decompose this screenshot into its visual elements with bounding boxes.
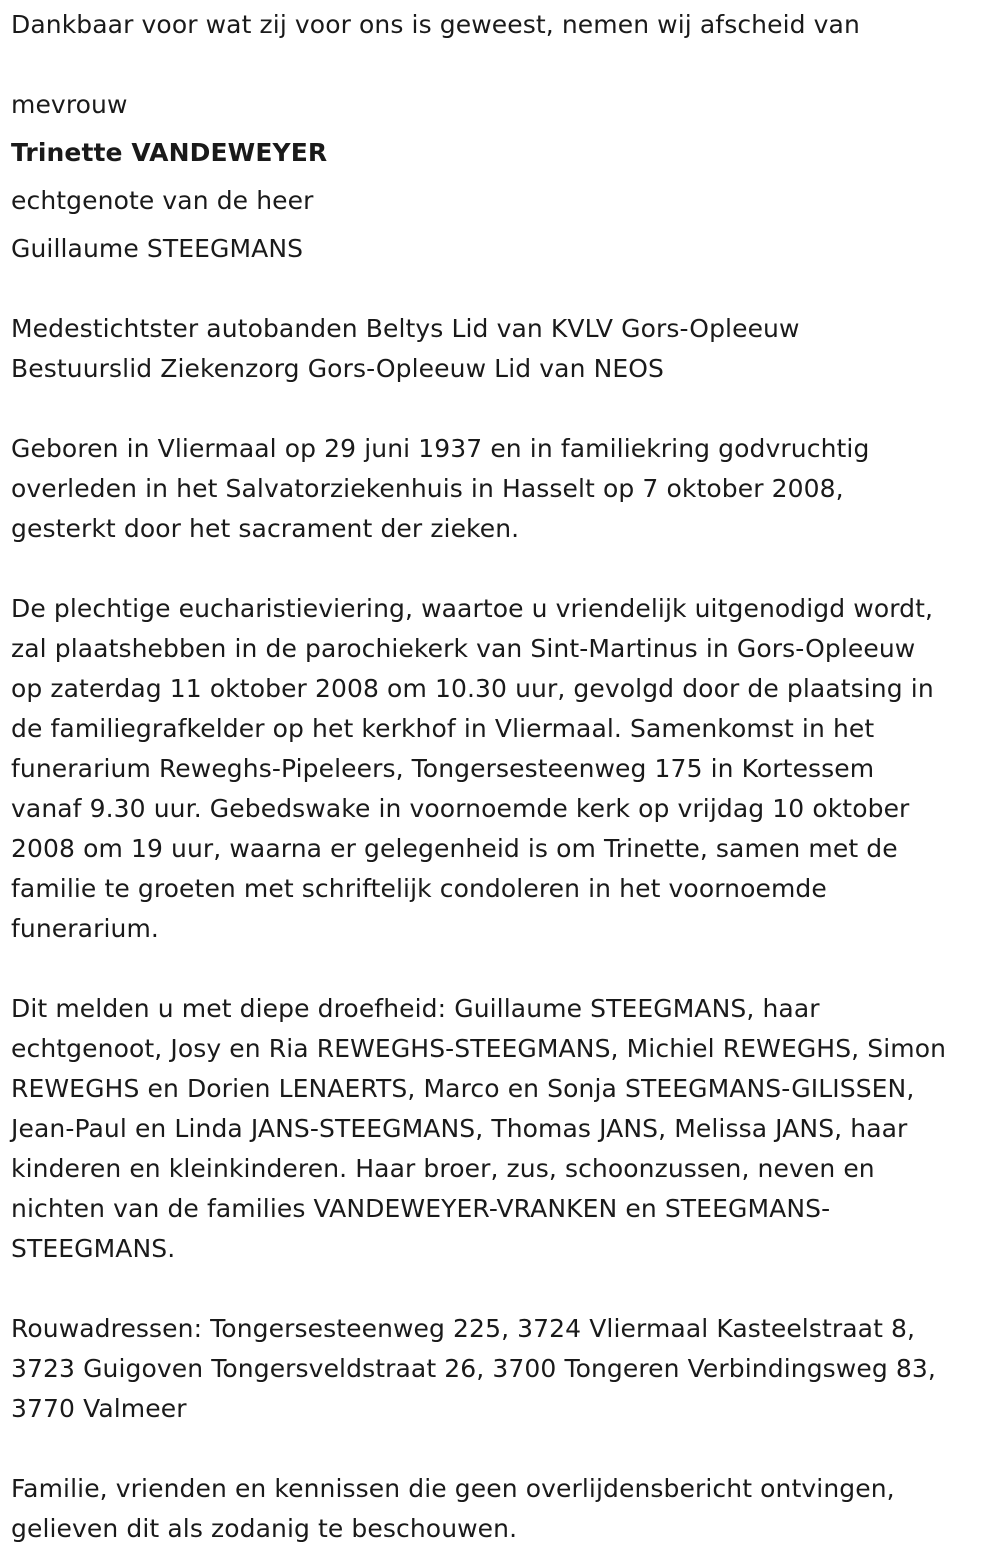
family-line: Jean-Paul en Linda JANS-STEEGMANS, Thomas JANS, Melissa JANS, haar bbox=[11, 1114, 908, 1143]
ceremony-line: De plechtige eucharistieviering, waartoe u vriendelijk uitgenodigd wordt, bbox=[11, 594, 934, 623]
deceased-name: Trinette VANDEWEYER bbox=[11, 138, 328, 167]
family-line: kinderen en kleinkinderen. Haar broer, zus, schoonzussen, neven en bbox=[11, 1154, 875, 1183]
relation-line: echtgenote van de heer bbox=[11, 186, 314, 215]
family-line: REWEGHS en Dorien LENAERTS, Marco en Sonja STEEGMANS-GILISSEN, bbox=[11, 1074, 915, 1103]
spouse-name: Guillaume STEEGMANS bbox=[11, 234, 304, 263]
ceremony-line: op zaterdag 11 oktober 2008 om 10.30 uur, gevolgd door de plaatsing in bbox=[11, 674, 934, 703]
ceremony-line: vanaf 9.30 uur. Gebedswake in voornoemde kerk op vrijdag 10 oktober bbox=[11, 794, 910, 823]
family-line: Dit melden u met diepe droefheid: Guillaume STEEGMANS, haar bbox=[11, 994, 820, 1023]
birth-death-line: overleden in het Salvatorziekenhuis in Hasselt op 7 oktober 2008, bbox=[11, 474, 844, 503]
family-line: nichten van de families VANDEWEYER-VRANKEN en STEEGMANS- bbox=[11, 1194, 831, 1223]
address-line: Rouwadressen: Tongersesteenweg 225, 3724 Vliermaal Kasteelstraat 8, bbox=[11, 1314, 916, 1343]
closing-line: Familie, vrienden en kennissen die geen overlijdensbericht ontvingen, bbox=[11, 1474, 895, 1503]
ceremony-line: de familiegrafkelder op het kerkhof in Vliermaal. Samenkomst in het bbox=[11, 714, 875, 743]
ceremony-line: funerarium. bbox=[11, 914, 159, 943]
ceremony-line: 2008 om 19 uur, waarna er gelegenheid is om Trinette, samen met de bbox=[11, 834, 898, 863]
honorific: mevrouw bbox=[11, 90, 128, 119]
address-line: 3770 Valmeer bbox=[11, 1394, 187, 1423]
birth-death-line: Geboren in Vliermaal op 29 juni 1937 en in familiekring godvruchtig bbox=[11, 434, 870, 463]
roles-line: Bestuurslid Ziekenzorg Gors-Opleeuw Lid van NEOS bbox=[11, 354, 665, 383]
roles-line: Medestichtster autobanden Beltys Lid van KVLV Gors-Opleeuw bbox=[11, 314, 800, 343]
ceremony-line: familie te groeten met schriftelijk condoleren in het voornoemde bbox=[11, 874, 827, 903]
address-line: 3723 Guigoven Tongersveldstraat 26, 3700 Tongeren Verbindingsweg 83, bbox=[11, 1354, 936, 1383]
closing-line: gelieven dit als zodanig te beschouwen. bbox=[11, 1514, 518, 1543]
family-line: echtgenoot, Josy en Ria REWEGHS-STEEGMANS, Michiel REWEGHS, Simon bbox=[11, 1034, 947, 1063]
ceremony-line: zal plaatshebben in de parochiekerk van Sint-Martinus in Gors-Opleeuw bbox=[11, 634, 916, 663]
ceremony-line: funerarium Reweghs-Pipeleers, Tongersesteenweg 175 in Kortessem bbox=[11, 754, 875, 783]
birth-death-line: gesterkt door het sacrament der zieken. bbox=[11, 514, 520, 543]
intro-line: Dankbaar voor wat zij voor ons is geweest, nemen wij afscheid van bbox=[11, 10, 860, 39]
family-line: STEEGMANS. bbox=[11, 1234, 176, 1263]
